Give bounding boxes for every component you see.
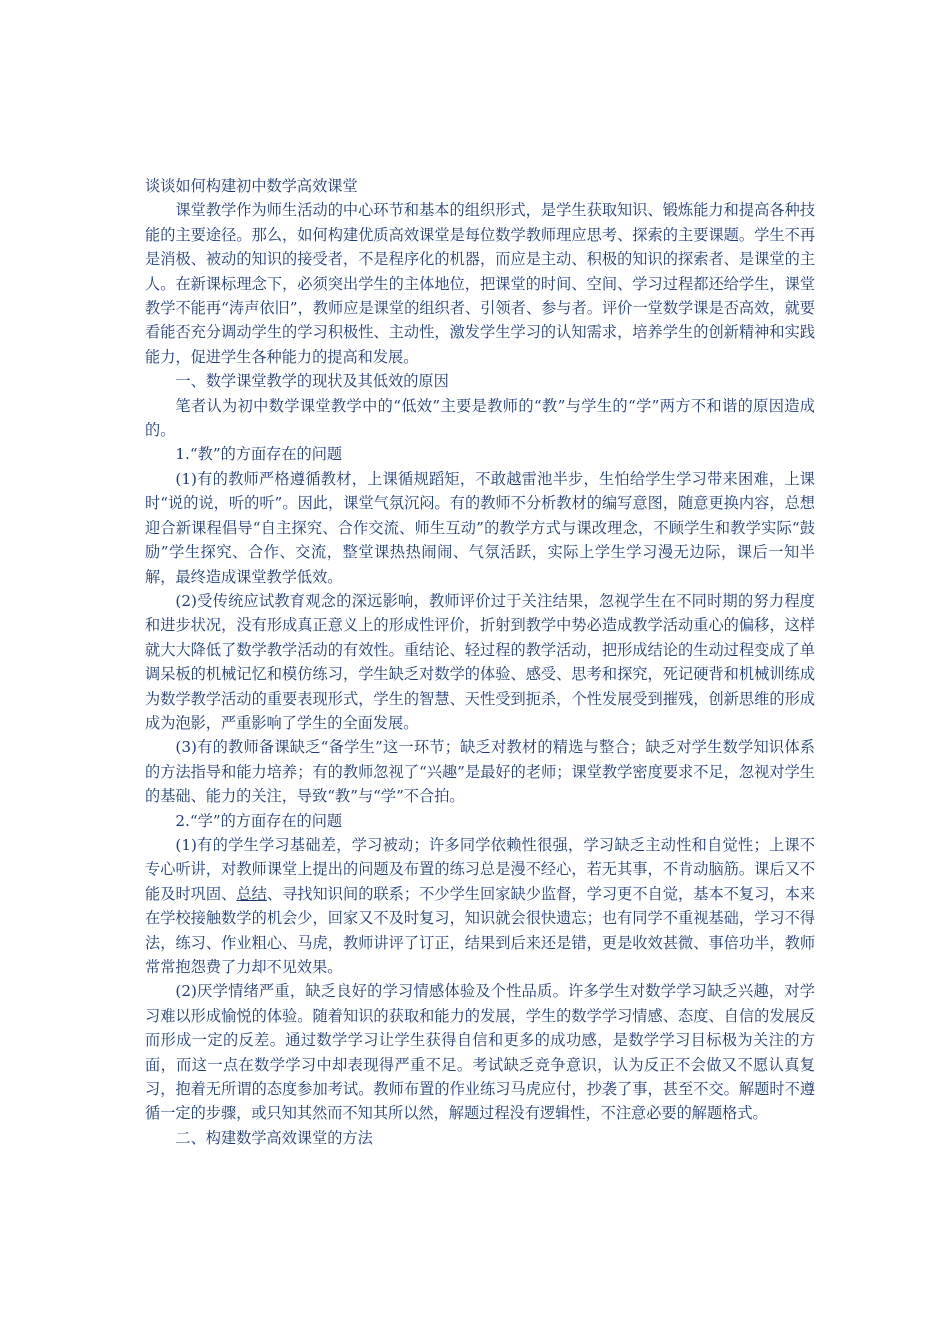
document-body — [145, 174, 815, 1150]
subsection-2-paragraph-1 — [145, 833, 815, 979]
intro-paragraph: 课堂教学作为师生活动的中心环节和基本的组织形式，是学生获取知识、锻炼能力和提高各种技能的主要途径。那么，如何构建优质高效课堂是每位数学教师理应思考、探索的主要课题。学生不再是消极、被动的知识的接受者，不是程序化的机器，而应是主动、积极的知识的探索者、是课堂的主人。在新课标理念下，必须突出学生的主体地位，把课堂的时间、空间、学习过程都还给学生，课堂教学不能再“涛声依旧”，教师应是课堂的组织者、引领者、参与者。评价一堂数学课是否高效，就要看能否充分调动学生的学习积极性、主动性，激发学生学习的认知需求，培养学生的创新精神和实践能力，促进学生各种能力的提高和发展。 — [145, 201, 815, 366]
subsection-1-heading: 1.“教”的方面存在的问题 — [175, 445, 343, 464]
subsection-2-paragraph-2: (2)厌学情绪严重，缺乏良好的学习情感体验及个性品质。许多学生对数学学习缺乏兴趣，对学习难以形成愉悦的体验。随着知识的获取和能力的发展，学生的数学学习情感、态度、自信的发展反而形成一定的反差。通过数学学习让学生获得自信和更多的成功感，是数学学习目标极为关注的方面，而这一点在数学学习中却表现得严重不足。考试缺乏竞争意识，认为反正不会做又不愿认真复习，抱着无所谓的态度参加考试。教师布置的作业练习马虎应付，抄袭了事，甚至不交。解题时不遵循一定的步骤，或只知其然而不知其所以然，解题过程没有逻辑性，不注意必要的解题格式。 — [145, 982, 815, 1123]
subsection-2-heading: 2.“学”的方面存在的问题 — [175, 811, 343, 830]
summary-link[interactable]: 总结 — [236, 884, 267, 903]
paragraph-text-part-1: (1)有的学生学习基础差，学习被动；许多同学依赖性很强，学习缺乏主动性和自觉性；上课不专心听讲，对教师课堂上提出的问题及布置的练习总是漫不经心，若无其事，不肯动脑筋。课后又不能及时巩固、 — [145, 835, 815, 903]
document-title: 谈谈如何构建初中数学高效课堂 — [145, 177, 358, 195]
subsection-1-paragraph-3: (3)有的教师备课缺乏“备学生”这一环节；缺乏对教材的精选与整合；缺乏对学生数学知识体系的方法指导和能力培养；有的教师忽视了“兴趣”是最好的老师；课堂教学密度要求不足，忽视对学生的基础、能力的关注，导致“教”与“学”不合拍。 — [145, 738, 815, 806]
subsection-1-paragraph-1: (1)有的教师严格遵循教材，上课循规蹈矩，不敢越雷池半步，生怕给学生学习带来困难，上课时“说的说，听的听”。因此，课堂气氛沉闷。有的教师不分析教材的编写意图，随意更换内容，总想迎合新课程倡导“自主探究、合作交流、师生互动”的教学方式与课改理念，不顾学生和教学实际“鼓励”学生探究、合作、交流，整堂课热热闹闹、气氛活跃，实际上学生学习漫无边际，课后一知半解，最终造成课堂教学低效。 — [145, 469, 815, 586]
section-1-heading: 一、数学课堂教学的现状及其低效的原因 — [175, 372, 449, 391]
section-1-intro-paragraph: 笔者认为初中数学课堂教学中的“低效”主要是教师的“教”与学生的“学”两方不和谐的原因造成的。 — [145, 396, 815, 440]
section-2-heading: 二、构建数学高效课堂的方法 — [175, 1128, 373, 1147]
subsection-1-paragraph-2: (2)受传统应试教育观念的深远影响，教师评价过于关注结果，忽视学生在不同时期的努力程度和进步状况，没有形成真正意义上的形成性评价，折射到教学中势必造成教学活动重心的偏移，这样就大大降低了数学教学活动的有效性。重结论、轻过程的教学活动，把形成结论的生动过程变成了单调呆板的机械记忆和模仿练习，学生缺乏对数学的体验、感受、思考和探究，死记硬背和机械训练成为数学教学活动的重要表现形式，学生的智慧、天性受到扼杀，个性发展受到摧残，创新思维的形成成为泡影，严重影响了学生的全面发展。 — [145, 591, 815, 732]
paragraph-text-part-2: 、寻找知识间的联系；不少学生回家缺少监督，学习更不自觉，基本不复习，本来在学校接触数学的机会少，回家又不及时复习，知识就会很快遗忘；也有同学不重视基础，学习不得法，练习、作业粗心、马虎，教师讲评了订正，结果到后来还是错，更是收效甚微、事倍功半，教师常常抱怨费了力却不见效果。 — [145, 884, 816, 976]
